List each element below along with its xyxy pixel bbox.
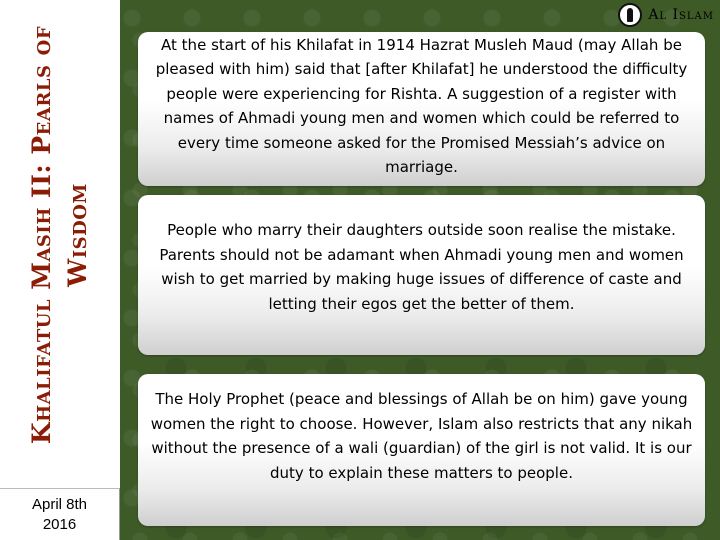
al-islam-logo <box>618 2 714 28</box>
al-islam-logo-icon <box>618 3 642 27</box>
content-area <box>120 0 720 540</box>
paragraph-1: At the start of his Khilafat in 1914 Hazrat Musleh Maud (may Allah be pleased with him) said that [after Khilafat] he understood the difficulty people were experiencing for Rishta. A suggestion of a register with names of Ahmadi young men and women which could be referred to every time someone asked for the Promised Messiah’s advice on marriage. <box>155 35 688 176</box>
date-line-1: April 8th <box>31 496 88 513</box>
sidebar-title-area <box>0 0 120 480</box>
text-box-3 <box>138 374 705 526</box>
paragraph-2: People who marry their daughters outside soon realise the mistake. Parents should not be adamant when Ahmadi young men and women wish to get married by making huge issues of difference of caste and letting their egos get the better of them. <box>159 221 684 313</box>
logo-text: Al Islam <box>648 7 714 23</box>
date-line-2: 2016 <box>42 516 77 533</box>
date-box <box>0 488 120 540</box>
page-title: Khalifatul Masih II: Pearls of Wisdom <box>27 25 92 445</box>
text-box-1 <box>138 32 705 186</box>
sidebar <box>0 0 120 540</box>
paragraph-3: The Holy Prophet (peace and blessings of Allah be on him) gave young women the right to choose. However, Islam also restricts that any nikah without the presence of a wali (guardian) of the girl is not valid. It is our duty to explain these matters to people. <box>150 390 693 482</box>
text-box-2 <box>138 195 705 355</box>
